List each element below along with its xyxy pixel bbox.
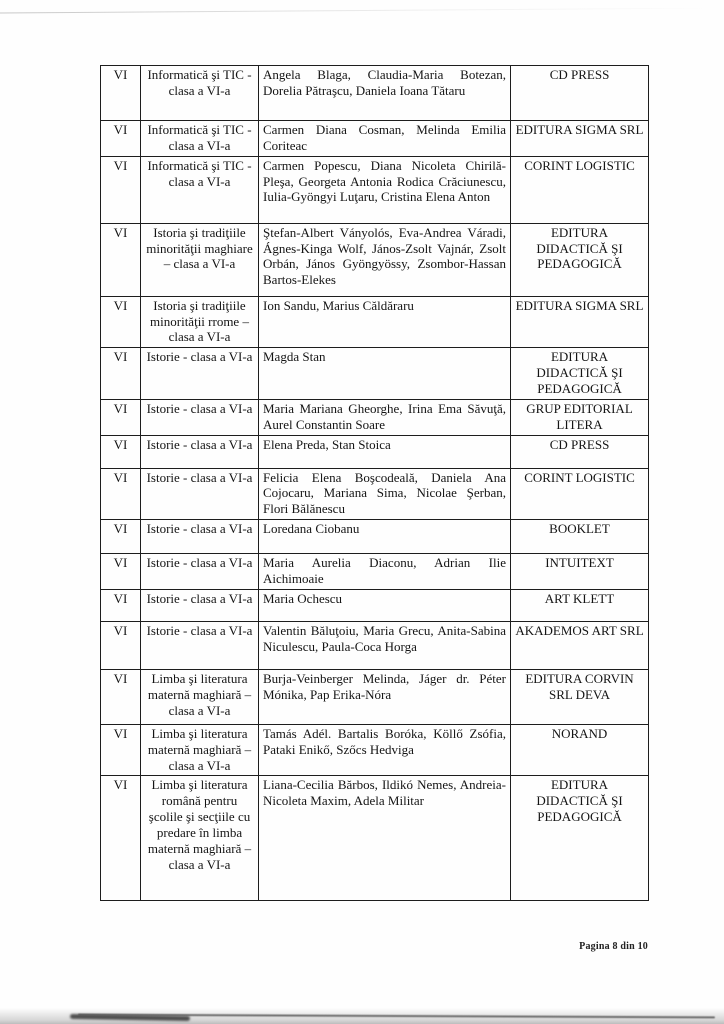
page-number: Pagina 8 din 10 <box>579 941 648 952</box>
textbooks-table <box>100 65 649 901</box>
cell-publisher: CORINT LOGISTIC <box>511 468 649 520</box>
table-row <box>101 589 649 621</box>
cell-authors: Burja-Veinberger Melinda, Jáger dr. Péter Mónika, Pap Erika-Nóra <box>259 669 511 724</box>
cell-grade: VI <box>101 776 141 901</box>
cell-publisher: EDITURA SIGMA SRL <box>511 296 649 348</box>
cell-authors: Ion Sandu, Marius Căldăraru <box>259 296 511 348</box>
table-row <box>101 156 649 223</box>
cell-grade: VI <box>101 520 141 554</box>
cell-authors: Maria Aurelia Diaconu, Adrian Ilie Aichimoaie <box>259 554 511 590</box>
cell-grade: VI <box>101 66 141 121</box>
cell-authors: Loredana Ciobanu <box>259 520 511 554</box>
cell-publisher: CD PRESS <box>511 435 649 468</box>
cell-grade: VI <box>101 156 141 223</box>
table-row <box>101 121 649 157</box>
table-row <box>101 776 649 901</box>
table-row <box>101 669 649 724</box>
cell-grade: VI <box>101 121 141 157</box>
cell-subject: Istoria şi tradiţiile minorităţii rrome – clasa a VI-a <box>141 296 259 348</box>
cell-subject: Istorie - clasa a VI-a <box>141 621 259 669</box>
cell-publisher: GRUP EDITORIAL LITERA <box>511 399 649 435</box>
scan-artifact-top <box>0 7 724 13</box>
textbooks-table-body <box>101 66 649 901</box>
cell-subject: Limba şi literatura maternă maghiară – clasa a VI-a <box>141 669 259 724</box>
table-row <box>101 296 649 348</box>
table-row <box>101 348 649 400</box>
cell-subject: Istorie - clasa a VI-a <box>141 399 259 435</box>
cell-subject: Informatică şi TIC - clasa a VI-a <box>141 121 259 157</box>
cell-publisher: EDITURA SIGMA SRL <box>511 121 649 157</box>
cell-subject: Istoria şi tradiţiile minorităţii maghiare – clasa a VI-a <box>141 223 259 296</box>
cell-authors: Angela Blaga, Claudia-Maria Botezan, Dorelia Pătraşcu, Daniela Ioana Tătaru <box>259 66 511 121</box>
cell-authors: Tamás Adél. Bartalis Boróka, Köllő Zsófia, Pataki Enikő, Szőcs Hedviga <box>259 724 511 776</box>
cell-authors: Maria Ochescu <box>259 589 511 621</box>
cell-authors: Maria Mariana Gheorghe, Irina Ema Săvuţă, Aurel Constantin Soare <box>259 399 511 435</box>
cell-authors: Valentin Băluţoiu, Maria Grecu, Anita-Sabina Niculescu, Paula-Coca Horga <box>259 621 511 669</box>
cell-subject: Istorie - clasa a VI-a <box>141 589 259 621</box>
cell-grade: VI <box>101 554 141 590</box>
table-row <box>101 554 649 590</box>
table-row <box>101 435 649 468</box>
cell-subject: Limba şi literatura română pentru şcolile şi secţiile cu predare în limba maternă maghiară – clasa a VI-a <box>141 776 259 901</box>
cell-publisher: EDITURA DIDACTICĂ ŞI PEDAGOGICĂ <box>511 348 649 400</box>
cell-subject: Istorie - clasa a VI-a <box>141 468 259 520</box>
table-row <box>101 621 649 669</box>
cell-grade: VI <box>101 399 141 435</box>
cell-grade: VI <box>101 669 141 724</box>
cell-publisher: EDITURA CORVIN SRL DEVA <box>511 669 649 724</box>
cell-publisher: INTUITEXT <box>511 554 649 590</box>
cell-publisher: ART KLETT <box>511 589 649 621</box>
cell-authors: Elena Preda, Stan Stoica <box>259 435 511 468</box>
cell-grade: VI <box>101 348 141 400</box>
cell-subject: Informatică şi TIC - clasa a VI-a <box>141 66 259 121</box>
cell-subject: Informatică şi TIC - clasa a VI-a <box>141 156 259 223</box>
cell-authors: Carmen Diana Cosman, Melinda Emilia Coriteac <box>259 121 511 157</box>
cell-subject: Limba şi literatura maternă maghiară – clasa a VI-a <box>141 724 259 776</box>
cell-authors: Ştefan-Albert Ványolós, Eva-Andrea Váradi, Ágnes-Kinga Wolf, János-Zsolt Vajnár, Zsolt Orbán, János Gyöngyössy, Zsombor-Hassan Bartos-Elekes <box>259 223 511 296</box>
table-row <box>101 223 649 296</box>
cell-publisher: CORINT LOGISTIC <box>511 156 649 223</box>
cell-subject: Istorie - clasa a VI-a <box>141 554 259 590</box>
cell-publisher: EDITURA DIDACTICĂ ŞI PEDAGOGICĂ <box>511 776 649 901</box>
cell-publisher: NORAND <box>511 724 649 776</box>
cell-authors: Liana-Cecilia Bărbos, Ildikó Nemes, Andreia-Nicoleta Maxim, Adela Militar <box>259 776 511 901</box>
cell-authors: Magda Stan <box>259 348 511 400</box>
cell-publisher: AKADEMOS ART SRL <box>511 621 649 669</box>
table-row <box>101 724 649 776</box>
cell-grade: VI <box>101 724 141 776</box>
cell-grade: VI <box>101 621 141 669</box>
cell-publisher: EDITURA DIDACTICĂ ŞI PEDAGOGICĂ <box>511 223 649 296</box>
table-row <box>101 468 649 520</box>
cell-grade: VI <box>101 435 141 468</box>
cell-grade: VI <box>101 296 141 348</box>
cell-grade: VI <box>101 223 141 296</box>
table-row <box>101 399 649 435</box>
cell-authors: Felicia Elena Boşcodeală, Daniela Ana Cojocaru, Mariana Sima, Nicolae Şerban, Flori Bălănescu <box>259 468 511 520</box>
cell-grade: VI <box>101 589 141 621</box>
table-row <box>101 520 649 554</box>
cell-subject: Istorie - clasa a VI-a <box>141 348 259 400</box>
cell-publisher: CD PRESS <box>511 66 649 121</box>
cell-grade: VI <box>101 468 141 520</box>
table-row <box>101 66 649 121</box>
cell-subject: Istorie - clasa a VI-a <box>141 435 259 468</box>
cell-authors: Carmen Popescu, Diana Nicoleta Chirilă-Pleşa, Georgeta Antonia Rodica Crăciunescu, Iulia-Gyöngyi Luţaru, Cristina Elena Anton <box>259 156 511 223</box>
cell-subject: Istorie - clasa a VI-a <box>141 520 259 554</box>
cell-publisher: BOOKLET <box>511 520 649 554</box>
